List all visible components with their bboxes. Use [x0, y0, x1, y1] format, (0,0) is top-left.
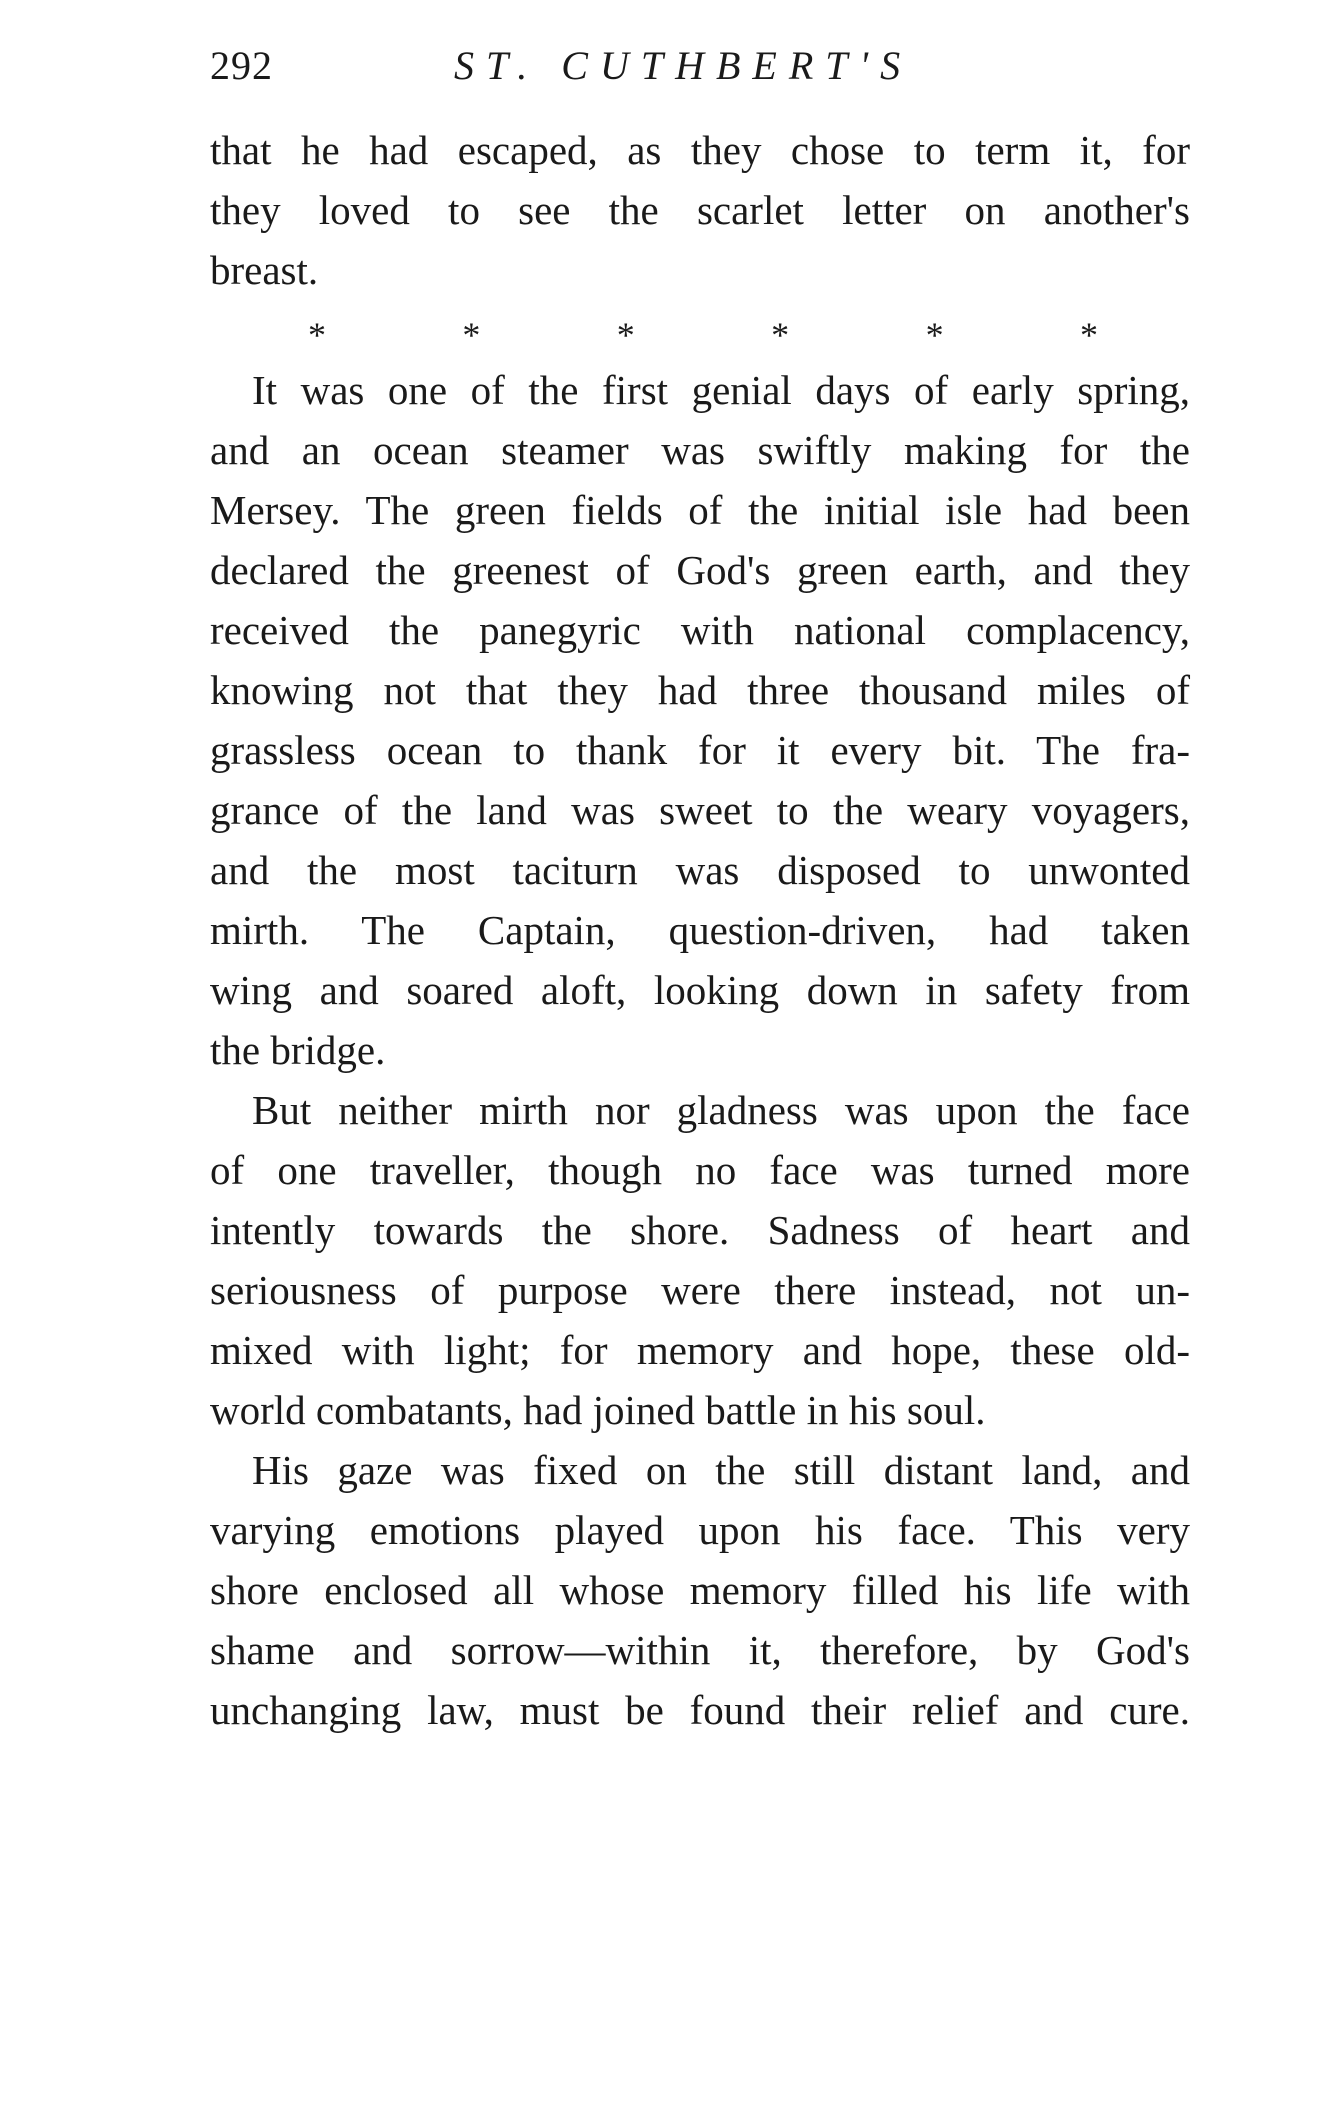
- separator-asterisk: *: [462, 315, 481, 355]
- text-line: and an ocean steamer was swiftly making for the: [210, 427, 1190, 473]
- text-line: seriousness of purpose were there instead, not un-: [210, 1267, 1190, 1313]
- text-line: received the panegyric with national complacency,: [210, 607, 1190, 653]
- paragraph-continuation: [210, 120, 1190, 300]
- separator-asterisk: *: [616, 315, 635, 355]
- separator-asterisk: *: [925, 315, 944, 355]
- text-line: they loved to see the scarlet letter on another's: [210, 187, 1190, 233]
- section-separator: [308, 300, 1098, 360]
- text-line: mirth. The Captain, question-driven, had taken: [210, 907, 1190, 953]
- paragraph: [210, 1440, 1190, 1740]
- text-line: Mersey. The green fields of the initial isle had been: [210, 487, 1190, 533]
- text-line: varying emotions played upon his face. This very: [210, 1507, 1190, 1553]
- text-line: grassless ocean to thank for it every bit. The fra-: [210, 727, 1190, 773]
- text-line: the bridge.: [210, 1027, 386, 1073]
- text-line: and the most taciturn was disposed to unwonted: [210, 847, 1190, 893]
- text-line: shame and sorrow—within it, therefore, by God's: [210, 1627, 1190, 1673]
- separator-asterisk: *: [771, 315, 790, 355]
- text-line: shore enclosed all whose memory filled his life with: [210, 1567, 1190, 1613]
- separator-asterisk: *: [1079, 315, 1098, 355]
- text-line: grance of the land was sweet to the weary voyagers,: [210, 787, 1190, 833]
- text-line: mixed with light; for memory and hope, these old-: [210, 1327, 1190, 1373]
- text-line: knowing not that they had three thousand miles of: [210, 667, 1190, 713]
- text-line: breast.: [210, 247, 319, 293]
- running-head: ST. CUTHBERT'S: [454, 43, 913, 88]
- body-text: [210, 120, 1190, 1740]
- text-line: His gaze was fixed on the still distant land, and: [252, 1447, 1190, 1493]
- text-line: intently towards the shore. Sadness of heart and: [210, 1207, 1190, 1253]
- text-line: declared the greenest of God's green earth, and they: [210, 547, 1190, 593]
- separator-asterisk: *: [308, 315, 326, 355]
- text-line: of one traveller, though no face was turned more: [210, 1147, 1190, 1193]
- text-line: But neither mirth nor gladness was upon the face: [252, 1087, 1190, 1133]
- page-number: 292: [210, 43, 273, 88]
- text-line: world combatants, had joined battle in his soul.: [210, 1387, 986, 1433]
- text-line: wing and soared aloft, looking down in safety from: [210, 967, 1190, 1013]
- text-line: unchanging law, must be found their relief and cure.: [210, 1687, 1190, 1733]
- paragraph: [210, 360, 1190, 1080]
- text-line: that he had escaped, as they chose to term it, for: [210, 127, 1190, 173]
- page-header: [210, 42, 1190, 102]
- paragraph: [210, 1080, 1190, 1440]
- text-line: It was one of the first genial days of early spring,: [252, 367, 1190, 413]
